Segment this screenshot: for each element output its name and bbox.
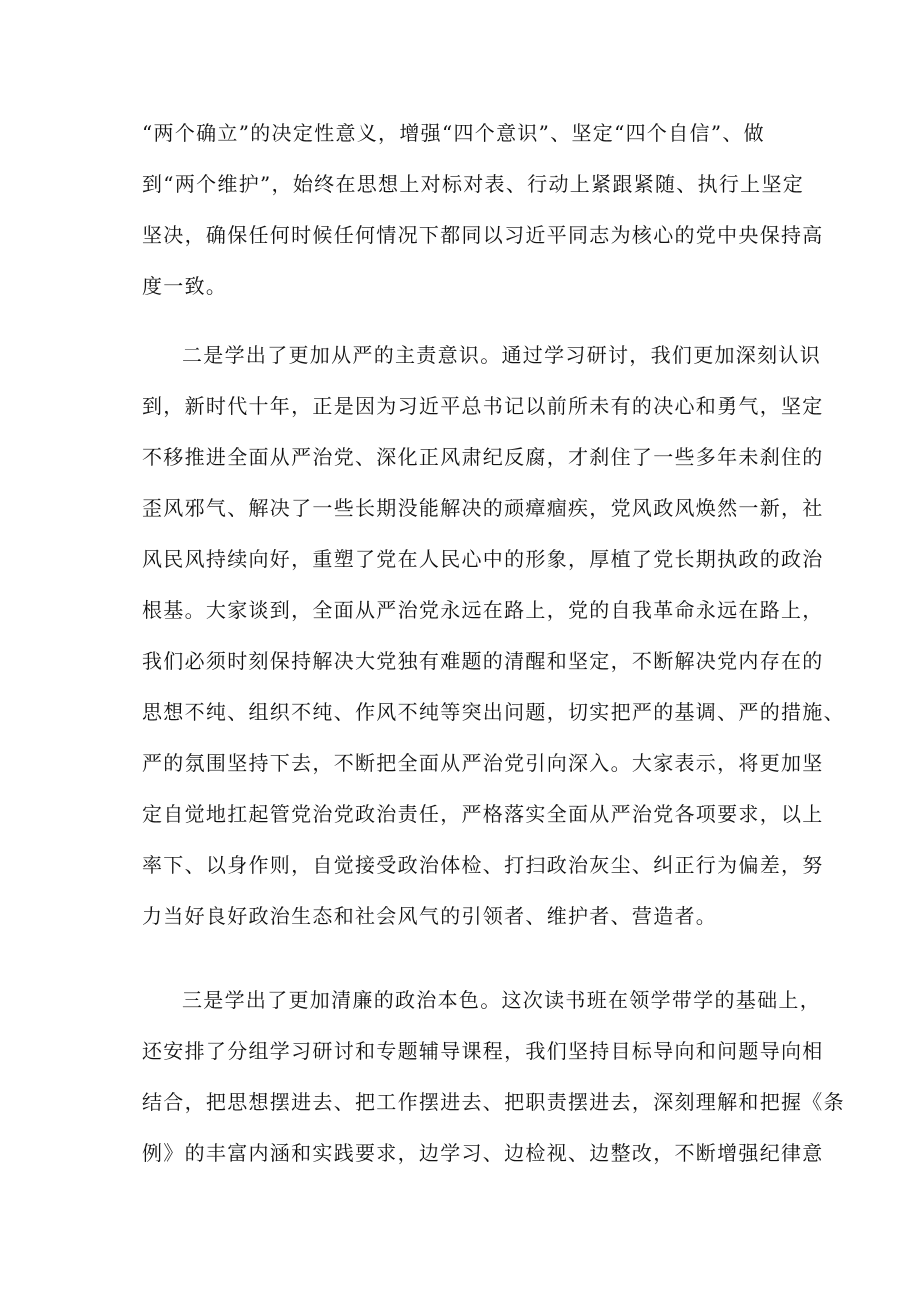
paragraph-line: 严的氛围坚持下去，不断把全面从严治党引向深入。大家表示，将更加坚 xyxy=(142,751,824,775)
paragraph-line: 到“两个维护”，始终在思想上对标对表、行动上紧跟紧随、执行上坚定 xyxy=(142,172,805,196)
paragraph-line: 风民风持续向好，重塑了党在人民心中的形象，厚植了党长期执政的政治 xyxy=(142,547,824,571)
paragraph-line: 根基。大家谈到，全面从严治党永远在路上，党的自我革命永远在路上， xyxy=(142,598,824,622)
paragraph-line: 到，新时代十年，正是因为习近平总书记以前所未有的决心和勇气，坚定 xyxy=(142,394,824,418)
paragraph-line: 坚决，确保任何时候任何情况下都同以习近平同志为核心的党中央保持高 xyxy=(142,223,824,247)
paragraph-line: 不移推进全面从严治党、深化正风肃纪反腐，才刹住了一些多年未刹住的 xyxy=(142,445,824,469)
paragraph-line: 还安排了分组学习研讨和专题辅导课程，我们坚持目标导向和问题导向相 xyxy=(142,1039,824,1063)
paragraph-line: “两个确立”的决定性意义，增强“四个意识”、坚定“四个自信”、做 xyxy=(142,121,765,145)
paragraph-line: 率下、以身作则，自觉接受政治体检、打扫政治灰尘、纠正行为偏差，努 xyxy=(142,853,824,877)
paragraph-line: 定自觉地扛起管党治党政治责任，严格落实全面从严治党各项要求，以上 xyxy=(142,802,824,826)
paragraph-line: 我们必须时刻保持解决大党独有难题的清醒和坚定，不断解决党内存在的 xyxy=(142,649,824,673)
paragraph-line: 力当好良好政治生态和社会风气的引领者、维护者、营造者。 xyxy=(142,904,718,928)
paragraph-line: 结合，把思想摆进去、把工作摆进去、把职责摆进去，深刻理解和把握《条 xyxy=(142,1090,845,1114)
paragraph-line: 思想不纯、组织不纯、作风不纯等突出问题，切实把严的基调、严的措施、 xyxy=(142,700,845,724)
paragraph-line: 度一致。 xyxy=(142,274,228,298)
paragraph-line: 歪风邪气、解决了一些长期没能解决的顽瘴痼疾，党风政风焕然一新，社 xyxy=(142,496,824,520)
paragraph-line: 三是学出了更加清廉的政治本色。这次读书班在领学带学的基础上， xyxy=(182,988,821,1012)
paragraph-line: 例》的丰富内涵和实践要求，边学习、边检视、边整改，不断增强纪律意 xyxy=(142,1141,824,1165)
paragraph-line: 二是学出了更加从严的主责意识。通过学习研讨，我们更加深刻认识 xyxy=(182,343,821,367)
